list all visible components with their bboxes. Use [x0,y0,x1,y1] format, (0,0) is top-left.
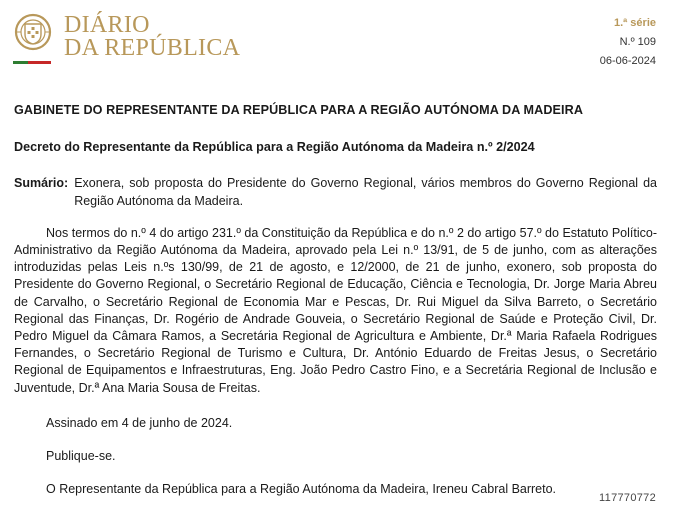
signed-date: Assinado em 4 de junho de 2024. [46,415,233,430]
document-id: 117770772 [599,492,656,504]
publish-statement: Publique-se. [46,449,116,464]
flag-bar [13,61,51,64]
issue-date: 06-06-2024 [599,55,656,67]
masthead-line2: DA REPÚBLICA [64,35,241,61]
summary-text: Exonera, sob proposta do Presidente do Governo Regional, vários membros do Governo Regional da Região Autónoma da Madeira. [74,176,657,208]
page-header [0,0,680,70]
issue-serie: 1.ª série [614,17,656,29]
organization-heading: GABINETE DO REPRESENTANTE DA REPÚBLICA PARA A REGIÃO AUTÓNOMA DA MADEIRA [14,103,584,117]
body-paragraph: Nos termos do n.º 4 do artigo 231.º da Constituição da República e do n.º 2 do artigo 57.º do Estatuto Político-Administrativo da Região Autónoma da Madeira, aprovado pela Lei n.º 13/91, de 5 de junho, com as alterações introduzidas pelas Leis n.ºs 130/99, de 21 de agosto, e 12/2000, de 21 de junho, exonero, sob proposta do Presidente do Governo Regional, o Secretário Regional de Educação, Ciência e Tecnologia, Dr. Jorge Maria Abreu de Carvalho, o Secretário Regional de Economia Mar e Pescas, Dr. Rui Miguel da Silva Barreto, o Secretário Regional das Finanças, Dr. Rogério de Andrade Gouveia, o Secretário Regional de Saúde e Proteção Civil, Dr. Pedro Miguel da Câmara Ramos, a Secretária Regional de Agricultura e Ambiente, Dr.ª Maria Rafaela Rodrigues Fernandes, o Secretário Regional de Turismo e Cultura, Dr. António Eduardo de Freitas Jesus, o Secretário Regional de Equipamentos e Infraestruturas, Eng. João Pedro Castro Fino, e a Secretária Regional de Inclusão e Juventude, Dr.ª Ana Maria Sousa de Freitas. [14,225,657,395]
summary-label: Sumário: [14,176,69,191]
portuguese-coat-of-arms-icon [13,12,53,64]
document-title: Decreto do Representante da República para a Região Autónoma da Madeira n.º 2/2024 [14,140,535,155]
signatory: O Representante da República para a Região Autónoma da Madeira, Ireneu Cabral Barreto. [46,482,557,497]
masthead-title [64,14,240,60]
summary-block [14,175,657,209]
document-content [14,102,657,498]
issue-info [600,14,656,71]
issue-number: N.º 109 [619,36,656,48]
masthead-line1: DIÁRIO [64,12,150,38]
